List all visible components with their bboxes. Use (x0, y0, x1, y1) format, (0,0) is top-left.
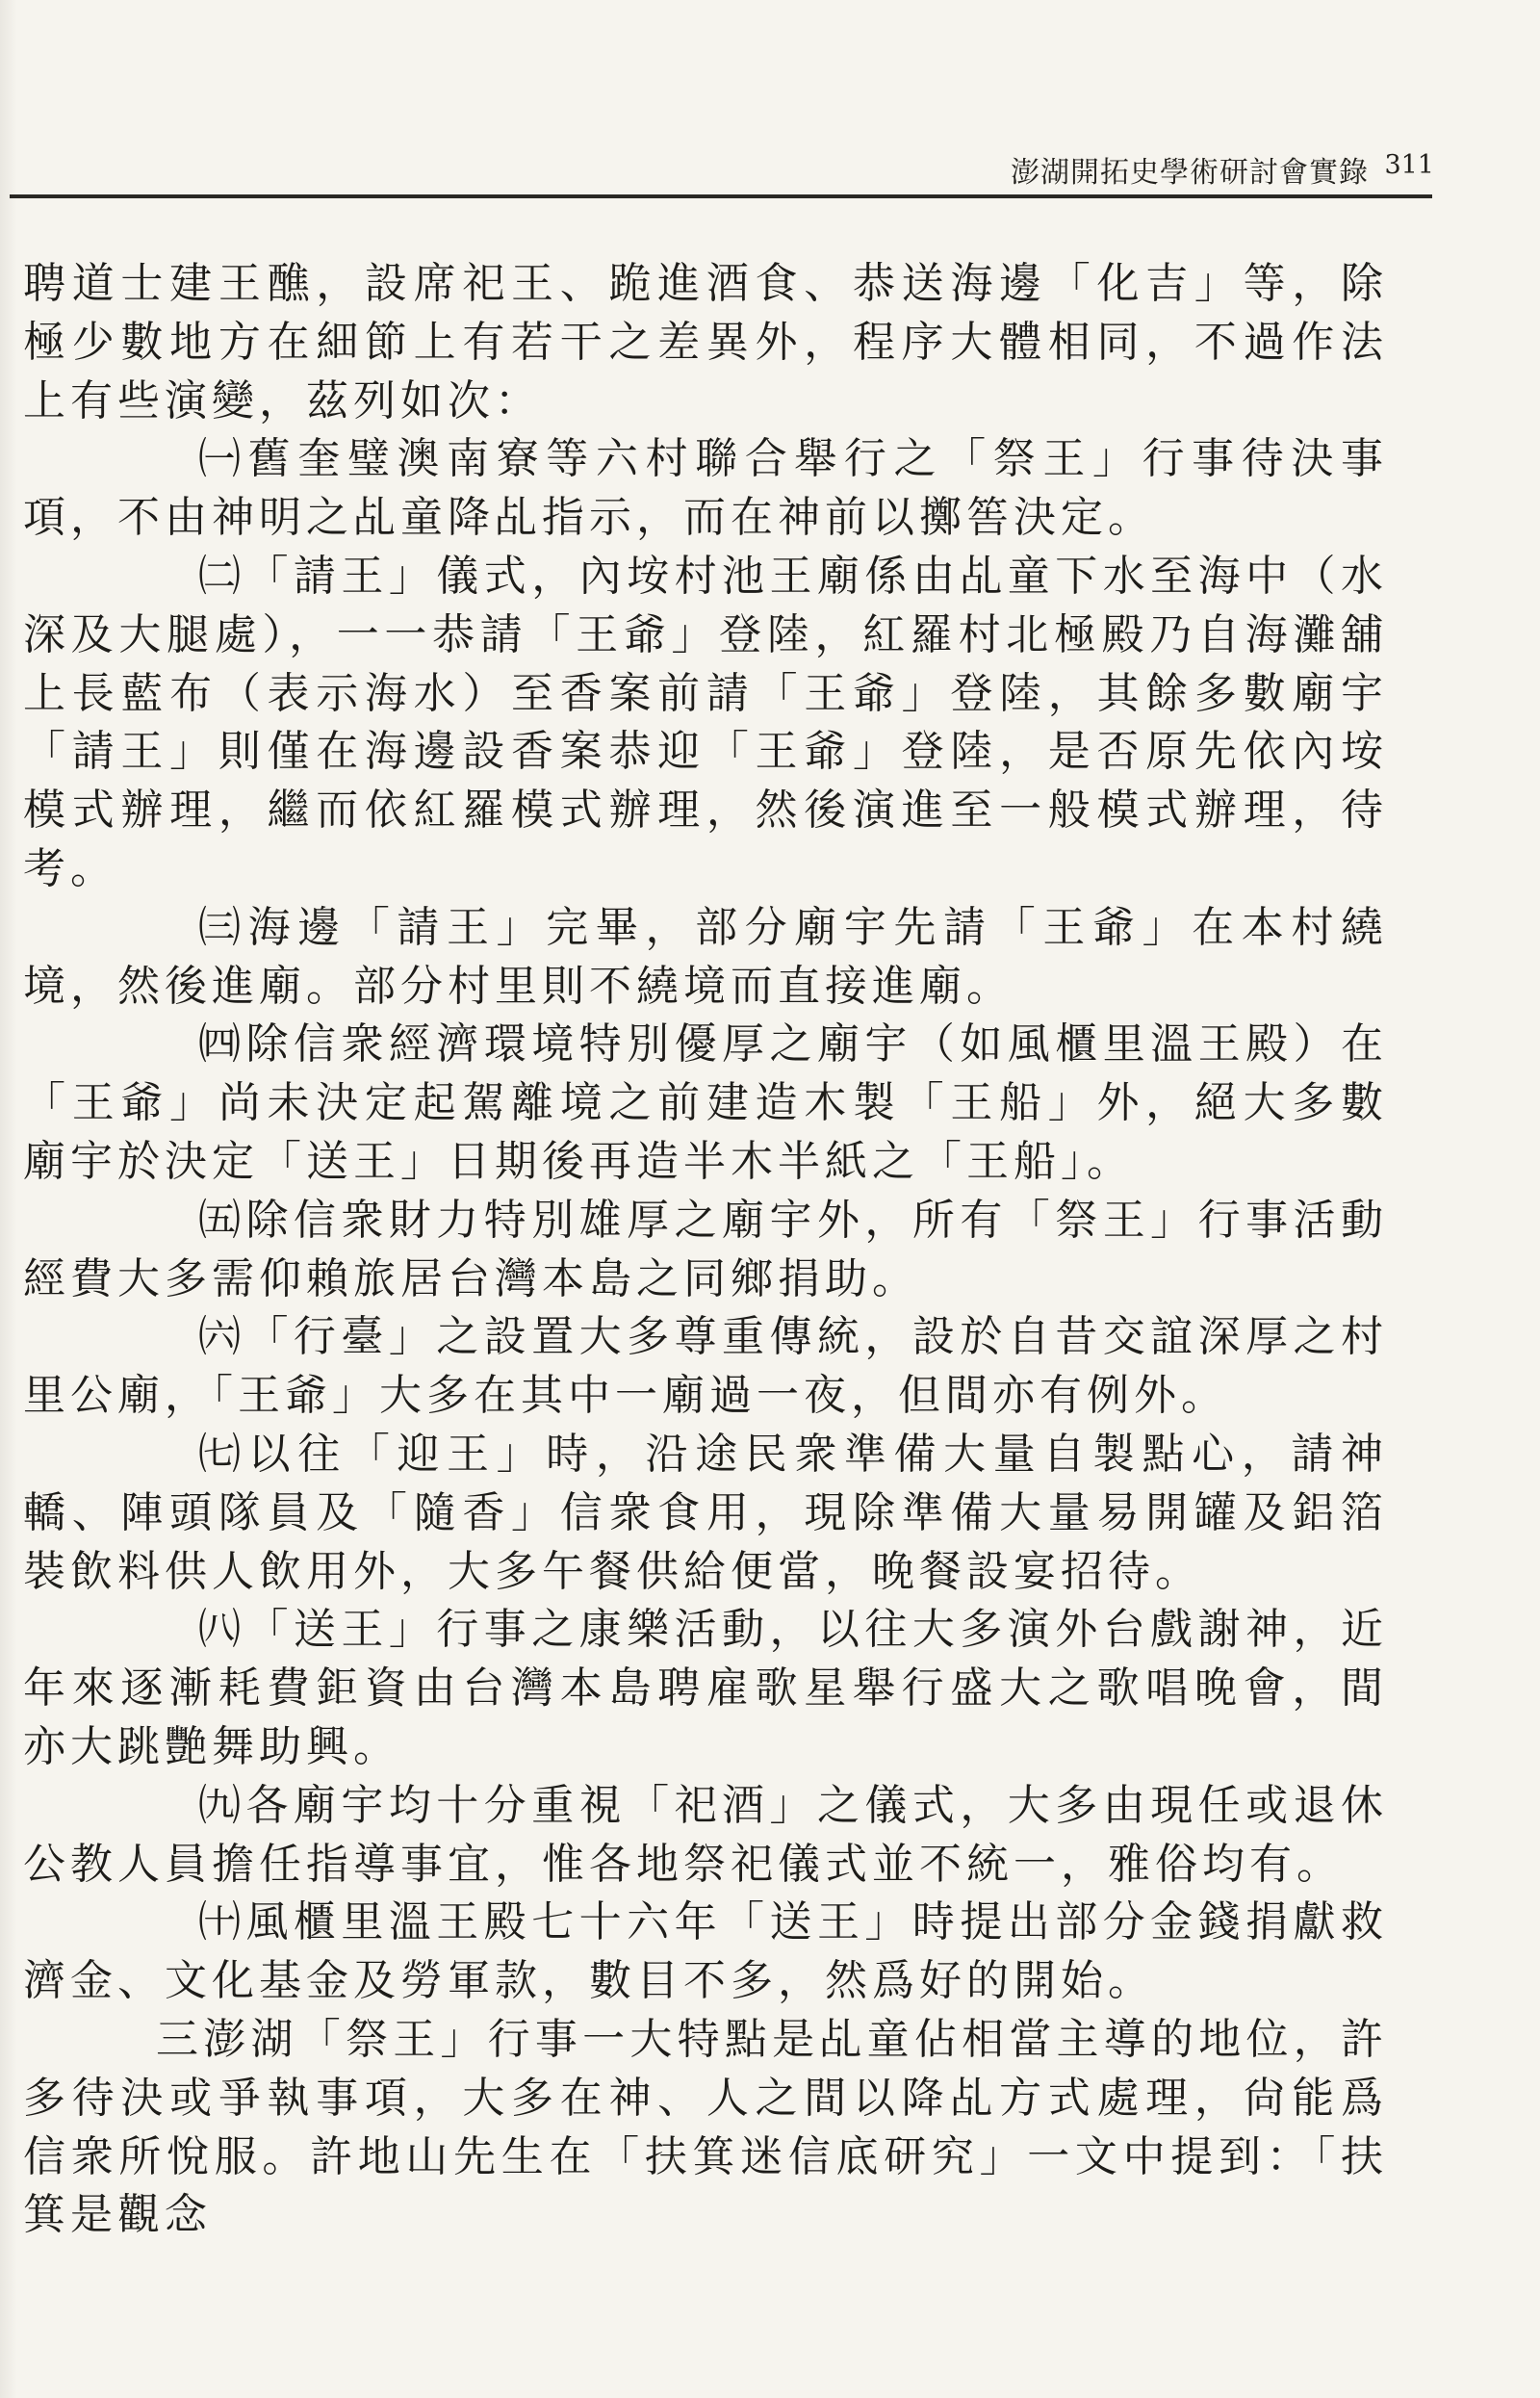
running-header-title: 澎湖開拓史學術研討會實錄 (1011, 156, 1369, 190)
list-item-8: ㈧「送王」行事之康樂活動，以往大多演外台戲謝神，近年來逐漸耗費鉅資由台灣本島聘雇歌星舉行盛大之歌唱晚會，間亦大跳艷舞助興。 (23, 1605, 1388, 1771)
page-number: 311 (1384, 150, 1434, 180)
list-item-6: ㈥「行臺」之設置大多尊重傳統，設於自昔交誼深厚之村里公廟，「王爺」大多在其中一廟過一夜，但間亦有例外。 (23, 1312, 1388, 1421)
list-item-7: ㈦以往「迎王」時，沿途民衆準備大量自製點心，請神轎、陣頭隊員及「隨香」信衆食用，現除準備大量易開罐及鋁箔裝飲料供人飲用外，大多午餐供給便當，晚餐設宴招待。 (23, 1429, 1388, 1596)
list-item-10: ㈩風櫃里溫王殿七十六年「送王」時提出部分金錢捐獻救濟金、文化基金及勞軍款，數目不多，然爲好的開始。 (23, 1897, 1388, 2006)
list-item-1: ㈠舊奎璧澳南寮等六村聯合舉行之「祭王」行事待決事項，不由神明之乩童降乩指示，而在神前以擲筶決定。 (23, 434, 1388, 543)
header-rule (10, 194, 1432, 198)
list-item-9: ㈨各廟宇均十分重視「祀酒」之儀式，大多由現任或退休公教人員擔任指導事宜，惟各地祭祀儀式並不統一，雅俗均有。 (23, 1780, 1388, 1889)
list-item-2: ㈡「請王」儀式，內垵村池王廟係由乩童下水至海中（水深及大腿處），一一恭請「王爺」登陸，紅羅村北極殿乃自海灘舖上長藍布（表示海水）至香案前請「王爺」登陸，其餘多數廟宇「請王」則僅在海邊設香案恭迎「王爺」登陸，是否原先依內垵模式辦理，繼而依紅羅模式辦理，然後演進至一般模式辦理，待考。 (23, 551, 1388, 893)
body-text (23, 255, 1388, 2245)
list-item-4: ㈣除信衆經濟環境特別優厚之廟宇（如風櫃里溫王殿）在「王爺」尚未決定起駕離境之前建造木製「王船」外，絕大多數廟宇於決定「送王」日期後再造半木半紙之「王船」。 (23, 1019, 1388, 1186)
list-item-5: ㈤除信衆財力特別雄厚之廟宇外，所有「祭王」行事活動經費大多需仰賴旅居台灣本島之同鄉捐助。 (23, 1195, 1388, 1303)
scan-edge-shadow (0, 0, 17, 2398)
list-item-3: ㈢海邊「請王」完畢，部分廟宇先請「王爺」在本村繞境，然後進廟。部分村里則不繞境而直接進廟。 (23, 902, 1388, 1011)
running-header (0, 144, 1540, 193)
section-three-paragraph: 三澎湖「祭王」行事一大特點是乩童佔相當主導的地位，許多待決或爭執事項，大多在神、人之間以降乩方式處理，尙能爲信衆所悅服。許地山先生在「扶箕迷信底研究」一文中提到：「扶箕是觀念 (23, 2014, 1388, 2240)
paragraph-intro: 聘道士建王醮，設席祀王、跪進酒食、恭送海邊「化吉」等，除極少數地方在細節上有若干之差異外，程序大體相同，不過作法上有些演變，茲列如次： (23, 259, 1388, 425)
